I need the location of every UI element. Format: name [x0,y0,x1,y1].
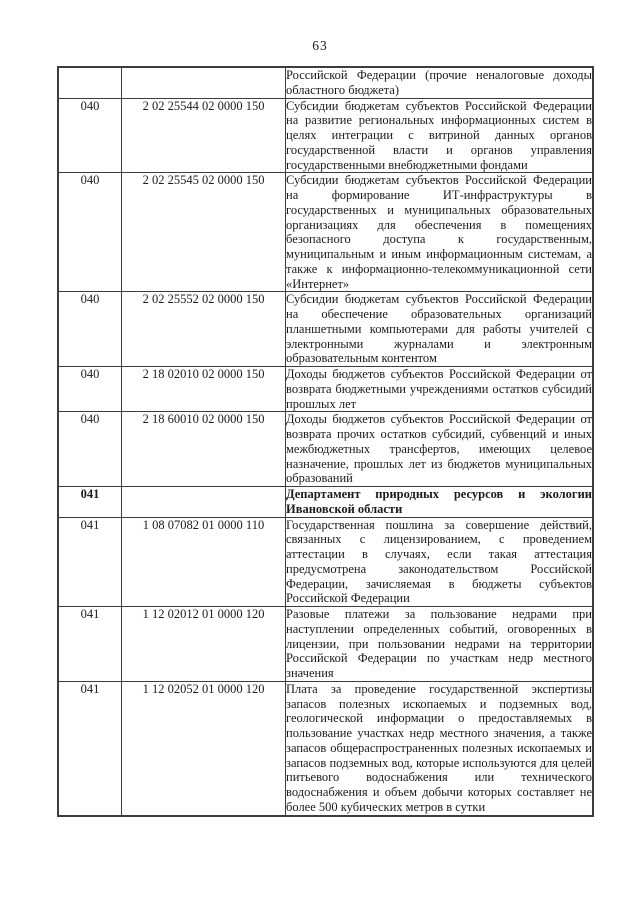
page-number: 63 [312,38,328,53]
budget-code-cell: 2 18 02010 02 0000 150 [122,367,286,412]
admin-code-cell: 041 [58,517,122,607]
budget-code-cell [122,487,286,518]
description-cell: Доходы бюджетов субъектов Российской Федерации от возврата бюджетными учреждениями остатков субсидий прошлых лет [286,367,592,411]
admin-code-cell: 040 [58,367,122,412]
admin-code-cell [58,67,122,98]
budget-code-cell: 1 08 07082 01 0000 110 [122,517,286,607]
description-cell: Плата за проведение государственной экспертизы запасов полезных ископаемых и подземных вод, геологической информации о предоставляемых в пользование участках недр местного значения, а также запасов общераспространенных полезных ископаемых и запасов подземных вод, которые используются для целей питьевого водоснабжения или технического водоснабжения и объем добычи которых составляет не более 500 кубических метров в сутки [286,681,592,814]
budget-code-cell [122,67,286,98]
table-row [58,412,593,487]
admin-code-cell: 040 [58,98,122,173]
description-cell: Доходы бюджетов субъектов Российской Федерации от возврата прочих остатков субсидий, субвенций и иных межбюджетных трансфертов, имеющих целевое назначение, прошлых лет из бюджетов муниципальных образований [286,412,592,486]
admin-code-cell: 040 [58,412,122,487]
description-cell: Субсидии бюджетам субъектов Российской Федерации на развитие региональных информационных систем в целях интеграции с витриной данных органов государственной власти и органов управления государственными внебюджетными фондами [286,98,592,172]
admin-code-cell: 041 [58,607,122,682]
budget-codes-table [57,66,594,817]
description-cell: Департамент природных ресурсов и экологии Ивановской области [286,487,592,516]
table-row [58,367,593,412]
table-row [58,517,593,607]
budget-code-cell: 2 02 25545 02 0000 150 [122,173,286,292]
budget-code-cell: 1 12 02052 01 0000 120 [122,681,286,815]
admin-code-cell: 041 [58,681,122,815]
budget-code-cell: 2 18 60010 02 0000 150 [122,412,286,487]
description-cell: Субсидии бюджетам субъектов Российской Федерации на формирование ИТ-инфраструктуры в государственных и муниципальных образовательных организациях для обеспечения в помещениях безопасного доступа к государственным, муниципальным и иным информационным системам, а также к информационно-телекоммуникационной сети «Интернет» [286,173,592,291]
table-row-group-header [58,487,593,518]
admin-code-cell: 040 [58,173,122,292]
budget-code-cell: 2 02 25544 02 0000 150 [122,98,286,173]
budget-code-cell: 1 12 02012 01 0000 120 [122,607,286,682]
table-row [58,173,593,292]
table-row [58,681,593,815]
admin-code-cell: 040 [58,292,122,367]
table-row [58,67,593,98]
table-row [58,607,593,682]
description-cell: Государственная пошлина за совершение действий, связанных с лицензированием, с проведением аттестации в случаях, если такая аттестация предусмотрена законодательством Российской Федерации, зачисляемая в бюджеты субъектов Российской Федерации [286,517,592,606]
table-row [58,292,593,367]
table-row [58,98,593,173]
description-cell: Субсидии бюджетам субъектов Российской Федерации на обеспечение образовательных организаций планшетными компьютерами для работы учителей с электронными журналами и электронным образовательным контентом [286,292,592,366]
description-cell: Разовые платежи за пользование недрами при наступлении определенных событий, оговоренных в лицензии, при пользовании недрами на территории Российской Федерации по участкам недр местного значения [286,607,592,680]
admin-code-cell: 041 [58,487,122,518]
budget-table-body [58,67,593,816]
budget-code-cell: 2 02 25552 02 0000 150 [122,292,286,367]
description-cell: Российской Федерации (прочие неналоговые доходы областного бюджета) [286,68,592,97]
